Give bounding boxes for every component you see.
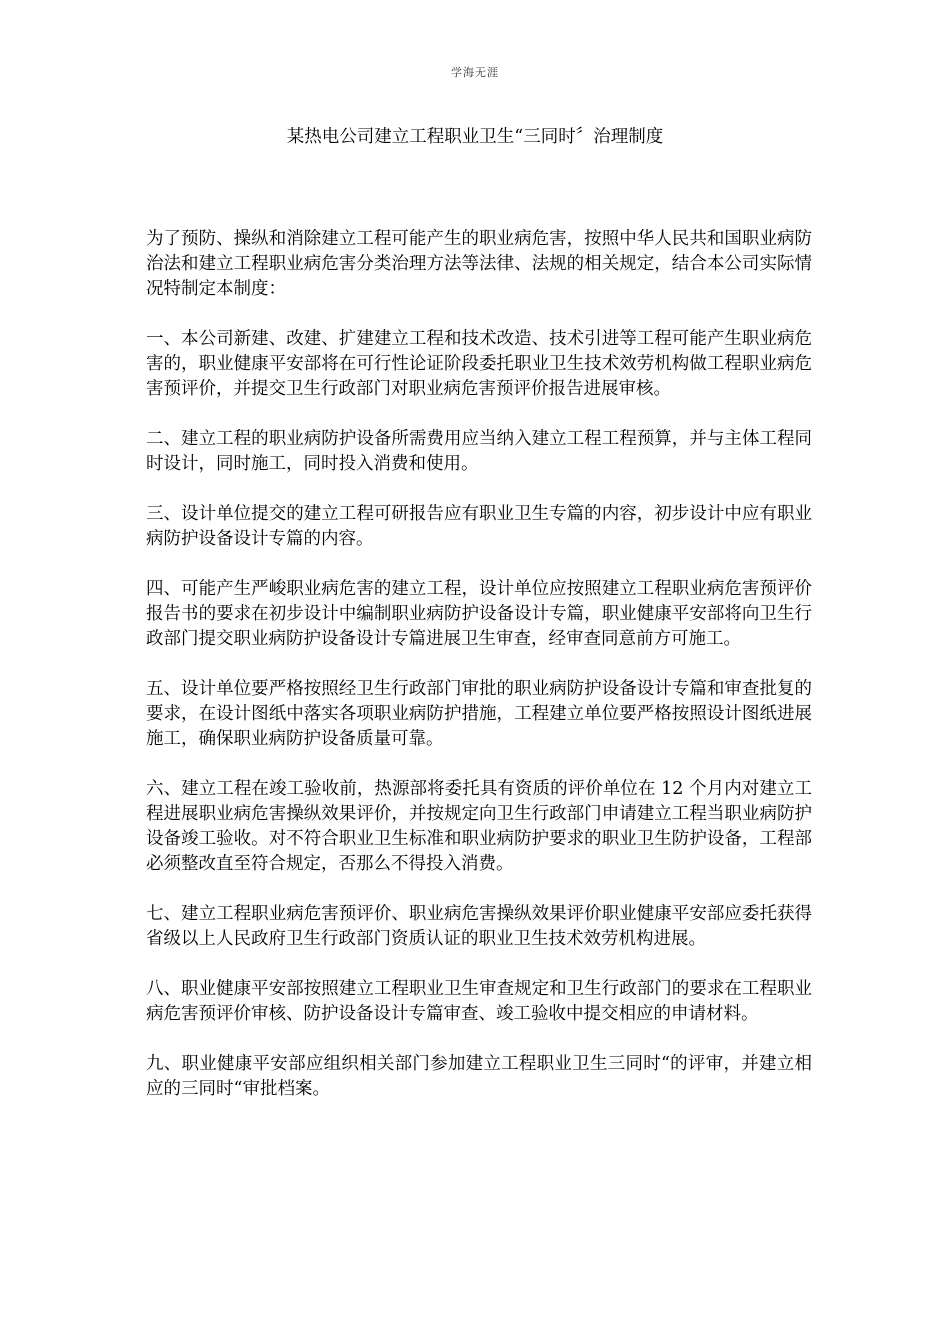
page-title: 某热电公司建立工程职业卫生“三同时〞治理制度 (286, 127, 664, 147)
intro-paragraph: 为了预防、操纵和消除建立工程可能产生的职业病危害，按照中华人民共和国职业病防治法和建立工程职业病危害分类治理方法等法律、法规的相关规定，结合本公司实际情况特制定本制度： (146, 229, 812, 299)
document-body (146, 227, 812, 1127)
clause-5-paragraph: 五、设计单位要严格按照经卫生行政部门审批的职业病防护设备设计专篇和审查批复的要求，在设计图纸中落实各项职业病防护措施，工程建立单位要严格按照设计图纸进展施工，确保职业病防护设备质量可靠。 (146, 679, 812, 749)
clause-6-paragraph: 六、建立工程在竣工验收前，热源部将委托具有资质的评价单位在 12 个月内对建立工程进展职业病危害操纵效果评价，并按规定向卫生行政部门申请建立工程当职业病防护设备竣工验收。对不符合职业卫生标准和职业病防护要求的职业卫生防护设备，工程部必须整改直至符合规定，否那么不得投入消费。 (146, 779, 812, 874)
clause-8-paragraph: 八、职业健康平安部按照建立工程职业卫生审查规定和卫生行政部门的要求在工程职业病危害预评价审核、防护设备设计专篇审查、竣工验收中提交相应的申请材料。 (146, 979, 812, 1024)
page-header: 学海无涯 (451, 66, 499, 79)
clause-3-paragraph: 三、设计单位提交的建立工程可研报告应有职业卫生专篇的内容，初步设计中应有职业病防护设备设计专篇的内容。 (146, 504, 812, 549)
clause-2-paragraph: 二、建立工程的职业病防护设备所需费用应当纳入建立工程工程预算，并与主体工程同时设计，同时施工，同时投入消费和使用。 (146, 429, 812, 474)
clause-4-paragraph: 四、可能产生严峻职业病危害的建立工程，设计单位应按照建立工程职业病危害预评价报告书的要求在初步设计中编制职业病防护设备设计专篇，职业健康平安部将向卫生行政部门提交职业病防护设备设计专篇进展卫生审查，经审查同意前方可施工。 (146, 579, 812, 649)
clause-7-paragraph: 七、建立工程职业病危害预评价、职业病危害操纵效果评价职业健康平安部应委托获得省级以上人民政府卫生行政部门资质认证的职业卫生技术效劳机构进展。 (146, 904, 812, 949)
clause-1-paragraph: 一、本公司新建、改建、扩建建立工程和技术改造、技术引进等工程可能产生职业病危害的，职业健康平安部将在可行性论证阶段委托职业卫生技术效劳机构做工程职业病危害预评价，并提交卫生行政部门对职业病危害预评价报告进展审核。 (146, 329, 812, 399)
clause-9-paragraph: 九、职业健康平安部应组织相关部门参加建立工程职业卫生三同时“的评审，并建立相应的三同时“审批档案。 (146, 1054, 812, 1099)
